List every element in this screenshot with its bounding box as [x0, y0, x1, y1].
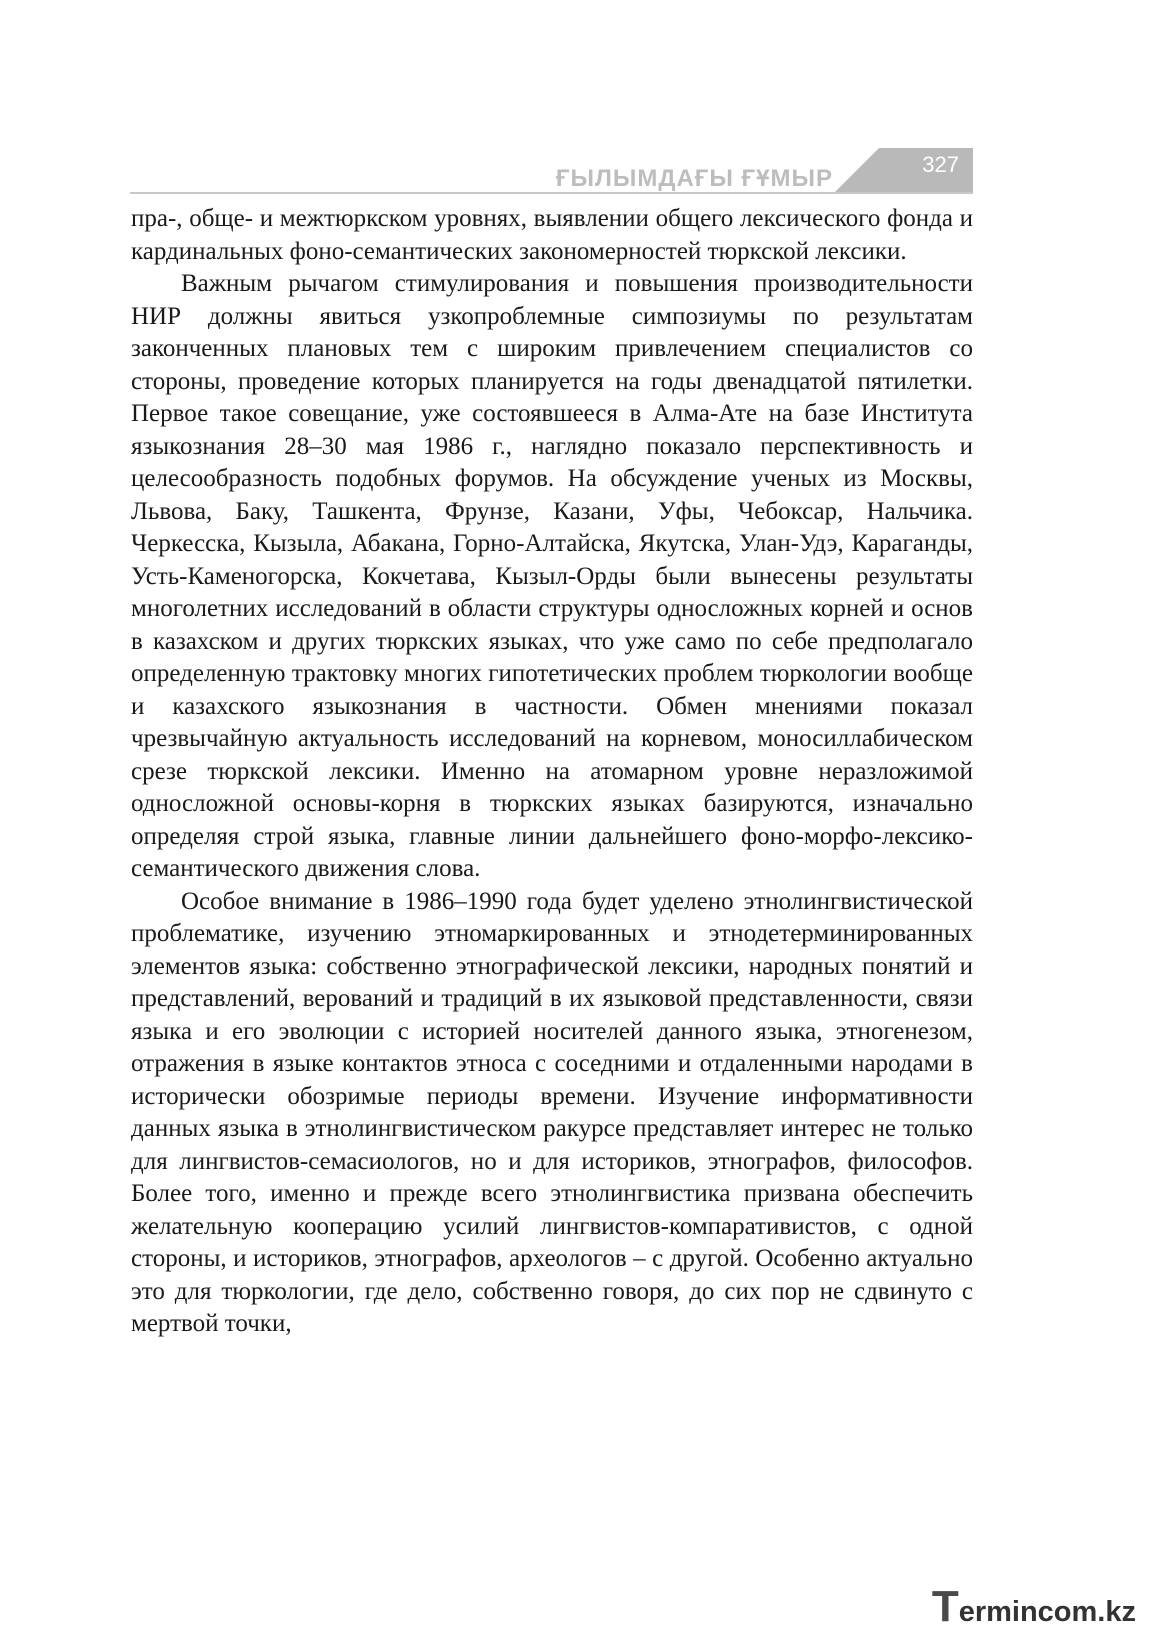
page-number-tab	[833, 148, 973, 194]
page-number: 327	[922, 152, 959, 177]
logo-text: ermincom.kz	[958, 1596, 1136, 1628]
section-title: ҒЫЛЫМДАҒЫ ҒҰМЫР	[555, 165, 833, 192]
body-text	[131, 203, 973, 1341]
paragraph-2: Важным рычагом стимулирования и повышения производительности НИР должны явиться узкопроблемные симпозиумы по результатам законченных плановых тем с широким привлечением специалистов со стороны, проведение которых планируется на годы двенадцатой пятилетки. Первое такое совещание, уже состоявшееся в Алма-Ате на базе Института языкознания 28–30 мая 1986 г., наглядно показало перспективность и целесообразность подобных форумов. На обсуждение ученых из Москвы, Львова, Баку, Ташкента, Фрунзе, Казани, Уфы, Чебоксар, Нальчика. Черкесска, Кызыла, Абакана, Горно-Алтайска, Якутска, Улан-Удэ, Караганды, Усть-Каменогорска, Кокчетава, Кызыл-Орды были вынесены результаты многолетних исследований в области структуры односложных корней и основ в казахском и других тюркских языках, что уже само по себе предполагало определенную трактовку многих гипотетических проблем тюркологии вообще и казахского языкознания в частности. Обмен мнениями показал чрезвычайную актуальность исследований на корневом, моносиллабическом срезе тюркской лексики. Именно на атомарном уровне неразложимой односложной основы-корня в тюркских языках базируются, изначально определяя строй языка, главные линии дальнейшего фоно-морфо-лексико-семантического движения слова.	[131, 270, 973, 882]
termincom-logo	[931, 1582, 1136, 1631]
running-header	[130, 148, 973, 194]
logo-initial: T	[931, 1582, 959, 1631]
paragraph-1: пра-, обще- и межтюркском уровнях, выявлении общего лексического фонда и кардинальных фоно-семантических закономерностей тюркской лексики.	[131, 205, 973, 265]
header-rule	[130, 192, 973, 194]
paragraph-3: Особое внимание в 1986–1990 года будет уделено этнолингвистической проблематике, изучению этномаркированных и этнодетерминированных элементов языка: собственно этнографической лексики, народных понятий и представлений, верований и традиций в их языковой представленности, связи языка и его эволюции с историей носителей данного языка, этногенезом, отражения в языке контактов этноса с соседними и отдаленными народами в исторически обозримые периоды времени. Изучение информативности данных языка в этнолингвистическом ракурсе представляет интерес не только для лингвистов-семасиологов, но и для историков, этнографов, философов. Более того, именно и прежде всего этнолингвистика призвана обеспечить желательную кооперацию усилий лингвистов-компаративистов, с одной стороны, и историков, этнографов, археологов – с другой. Особенно актуально это для тюркологии, где дело, собственно говоря, до сих пор не сдвинуто с мертвой точки,	[131, 887, 973, 1337]
